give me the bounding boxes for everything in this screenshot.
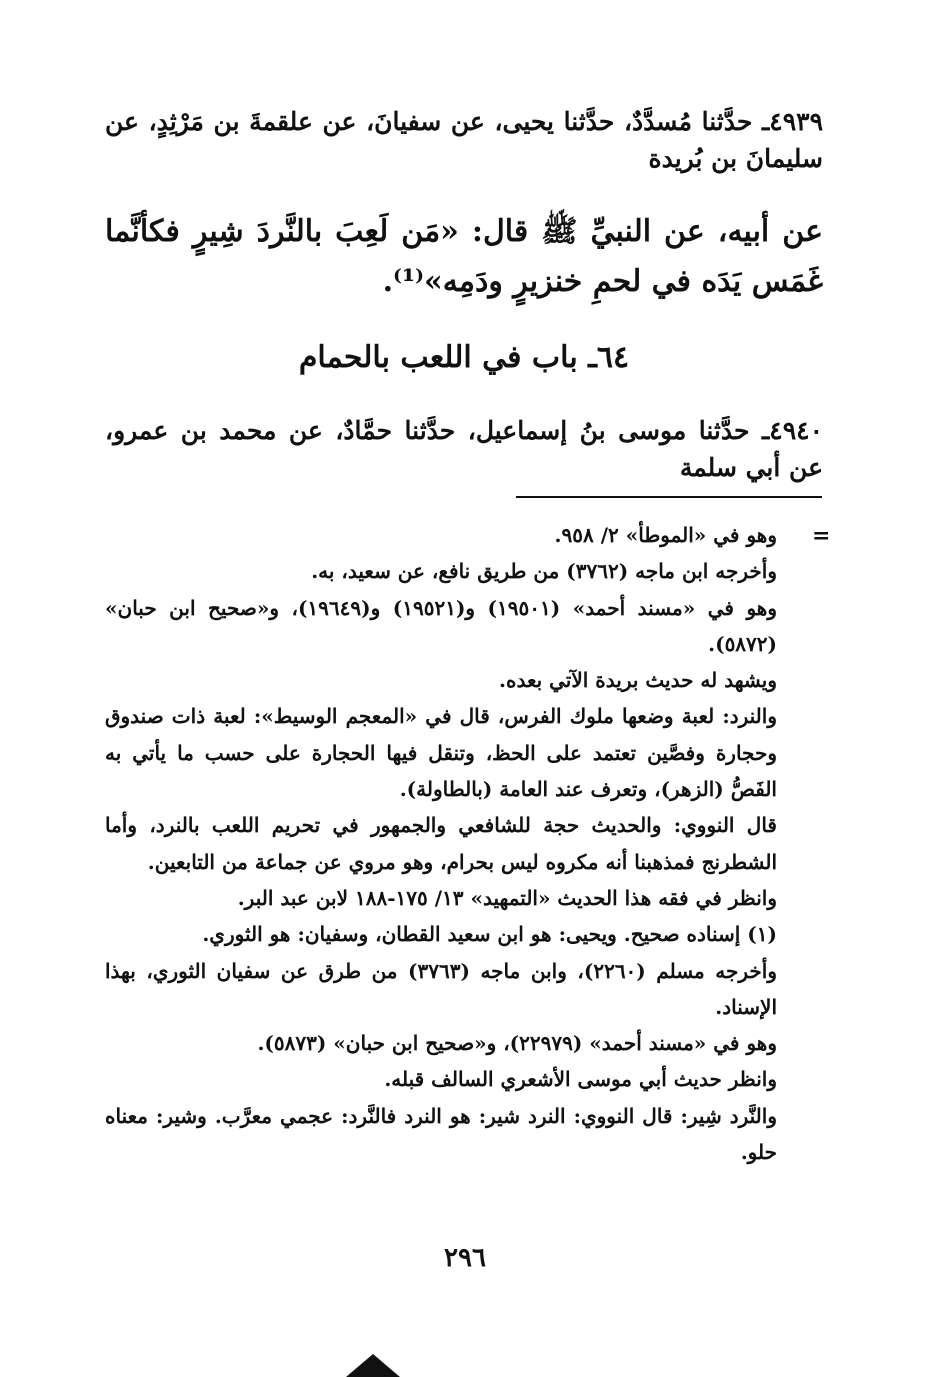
hadith-4939-text: عن أبيه، عن النبيِّ ﷺ قال: «مَن لَعِبَ بالنَّردَ شِيرٍ فكأنَّما غَمَس يَدَه في لحمِ خنزيرٍ ودَمِه»⁽¹⁾.: [105, 214, 823, 299]
footnote-line: وهو في «الموطأ» ٢/ ٩٥٨.: [554, 523, 777, 547]
footnote-line: وانظر في فقه هذا الحديث «التمهيد» ١٣/ ١٧٥-١٨٨ لابن عبد البر.: [237, 885, 777, 910]
footnote-line: قال النووي: والحديث حجة للشافعي والجمهور في تحريم اللعب بالنرد، وأما الشطرنج فمذهبنا أنه مكروه ليس بحرام، وهو مروي عن جماعة من التابعين.: [105, 813, 777, 874]
footnote-line: والنرد: لعبة وضعها ملوك الفرس، قال في «المعجم الوسيط»: لعبة ذات صندوق وحجارة وفصَّين تعتمد على الحظ، وتنقل فيها الحجارة على حسب ما يأتي به الفَصُّ (الزهر)، وتعرف عند العامة (بالطاولة).: [105, 704, 777, 802]
footnote-line: ويشهد له حديث بريدة الآتي بعده.: [499, 668, 777, 693]
footnote-line: وانظر حديث أبي موسى الأشعري السالف قبله.: [384, 1067, 777, 1092]
footnote-line: وأخرجه ابن ماجه (٣٧٦٢) من طريق نافع، عن سعيد، به.: [311, 559, 777, 584]
chapter-heading: ٦٤ـ باب في اللعب بالحمام: [298, 340, 630, 375]
footnote-continued-mark: =: [812, 523, 831, 549]
hadith-4939-chain: ٤٩٣٩ـ حدَّثنا مُسدَّدٌ، حدَّثنا يحيى، عن سفيانَ، عن علقمةَ بن مَرْثِدٍ، عن سليمانَ بن بُريدة: [105, 107, 823, 173]
hadith-4940-chain: ٤٩٤٠ـ حدَّثنا موسى بنُ إسماعيل، حدَّثنا حمَّادٌ، عن محمد بن عمرو، عن أبي سلمة: [105, 416, 823, 482]
footnote-divider: [516, 496, 822, 498]
triangle-mark-icon: [346, 1352, 400, 1377]
footnote-line: وأخرجه مسلم (٢٢٦٠)، وابن ماجه (٣٧٦٣) من طرق عن سفيان الثوري، بهذا الإسناد.: [105, 958, 777, 1019]
footnote-line: وهو في «مسند أحمد» (٢٢٩٧٩)، و«صحيح ابن حبان» (٥٨٧٣).: [257, 1031, 777, 1056]
footnote-line: والنَّرد شِير: قال النووي: النرد شير: هو النرد فالنَّرد: عجمي معرَّب. وشير: معناه حلو.: [105, 1103, 777, 1165]
footnote-line: وهو في «مسند أحمد» (١٩٥٠١) و(١٩٥٢١) و(١٩٦٤٩)، و«صحيح ابن حبان» (٥٨٧٢).: [105, 595, 777, 656]
footnote-line: (١) إسناده صحيح. ويحيى: هو ابن سعيد القطان، وسفيان: هو الثوري.: [202, 922, 777, 947]
page-number: ٢٩٦: [444, 1243, 486, 1273]
footnotes: [105, 517, 823, 1170]
